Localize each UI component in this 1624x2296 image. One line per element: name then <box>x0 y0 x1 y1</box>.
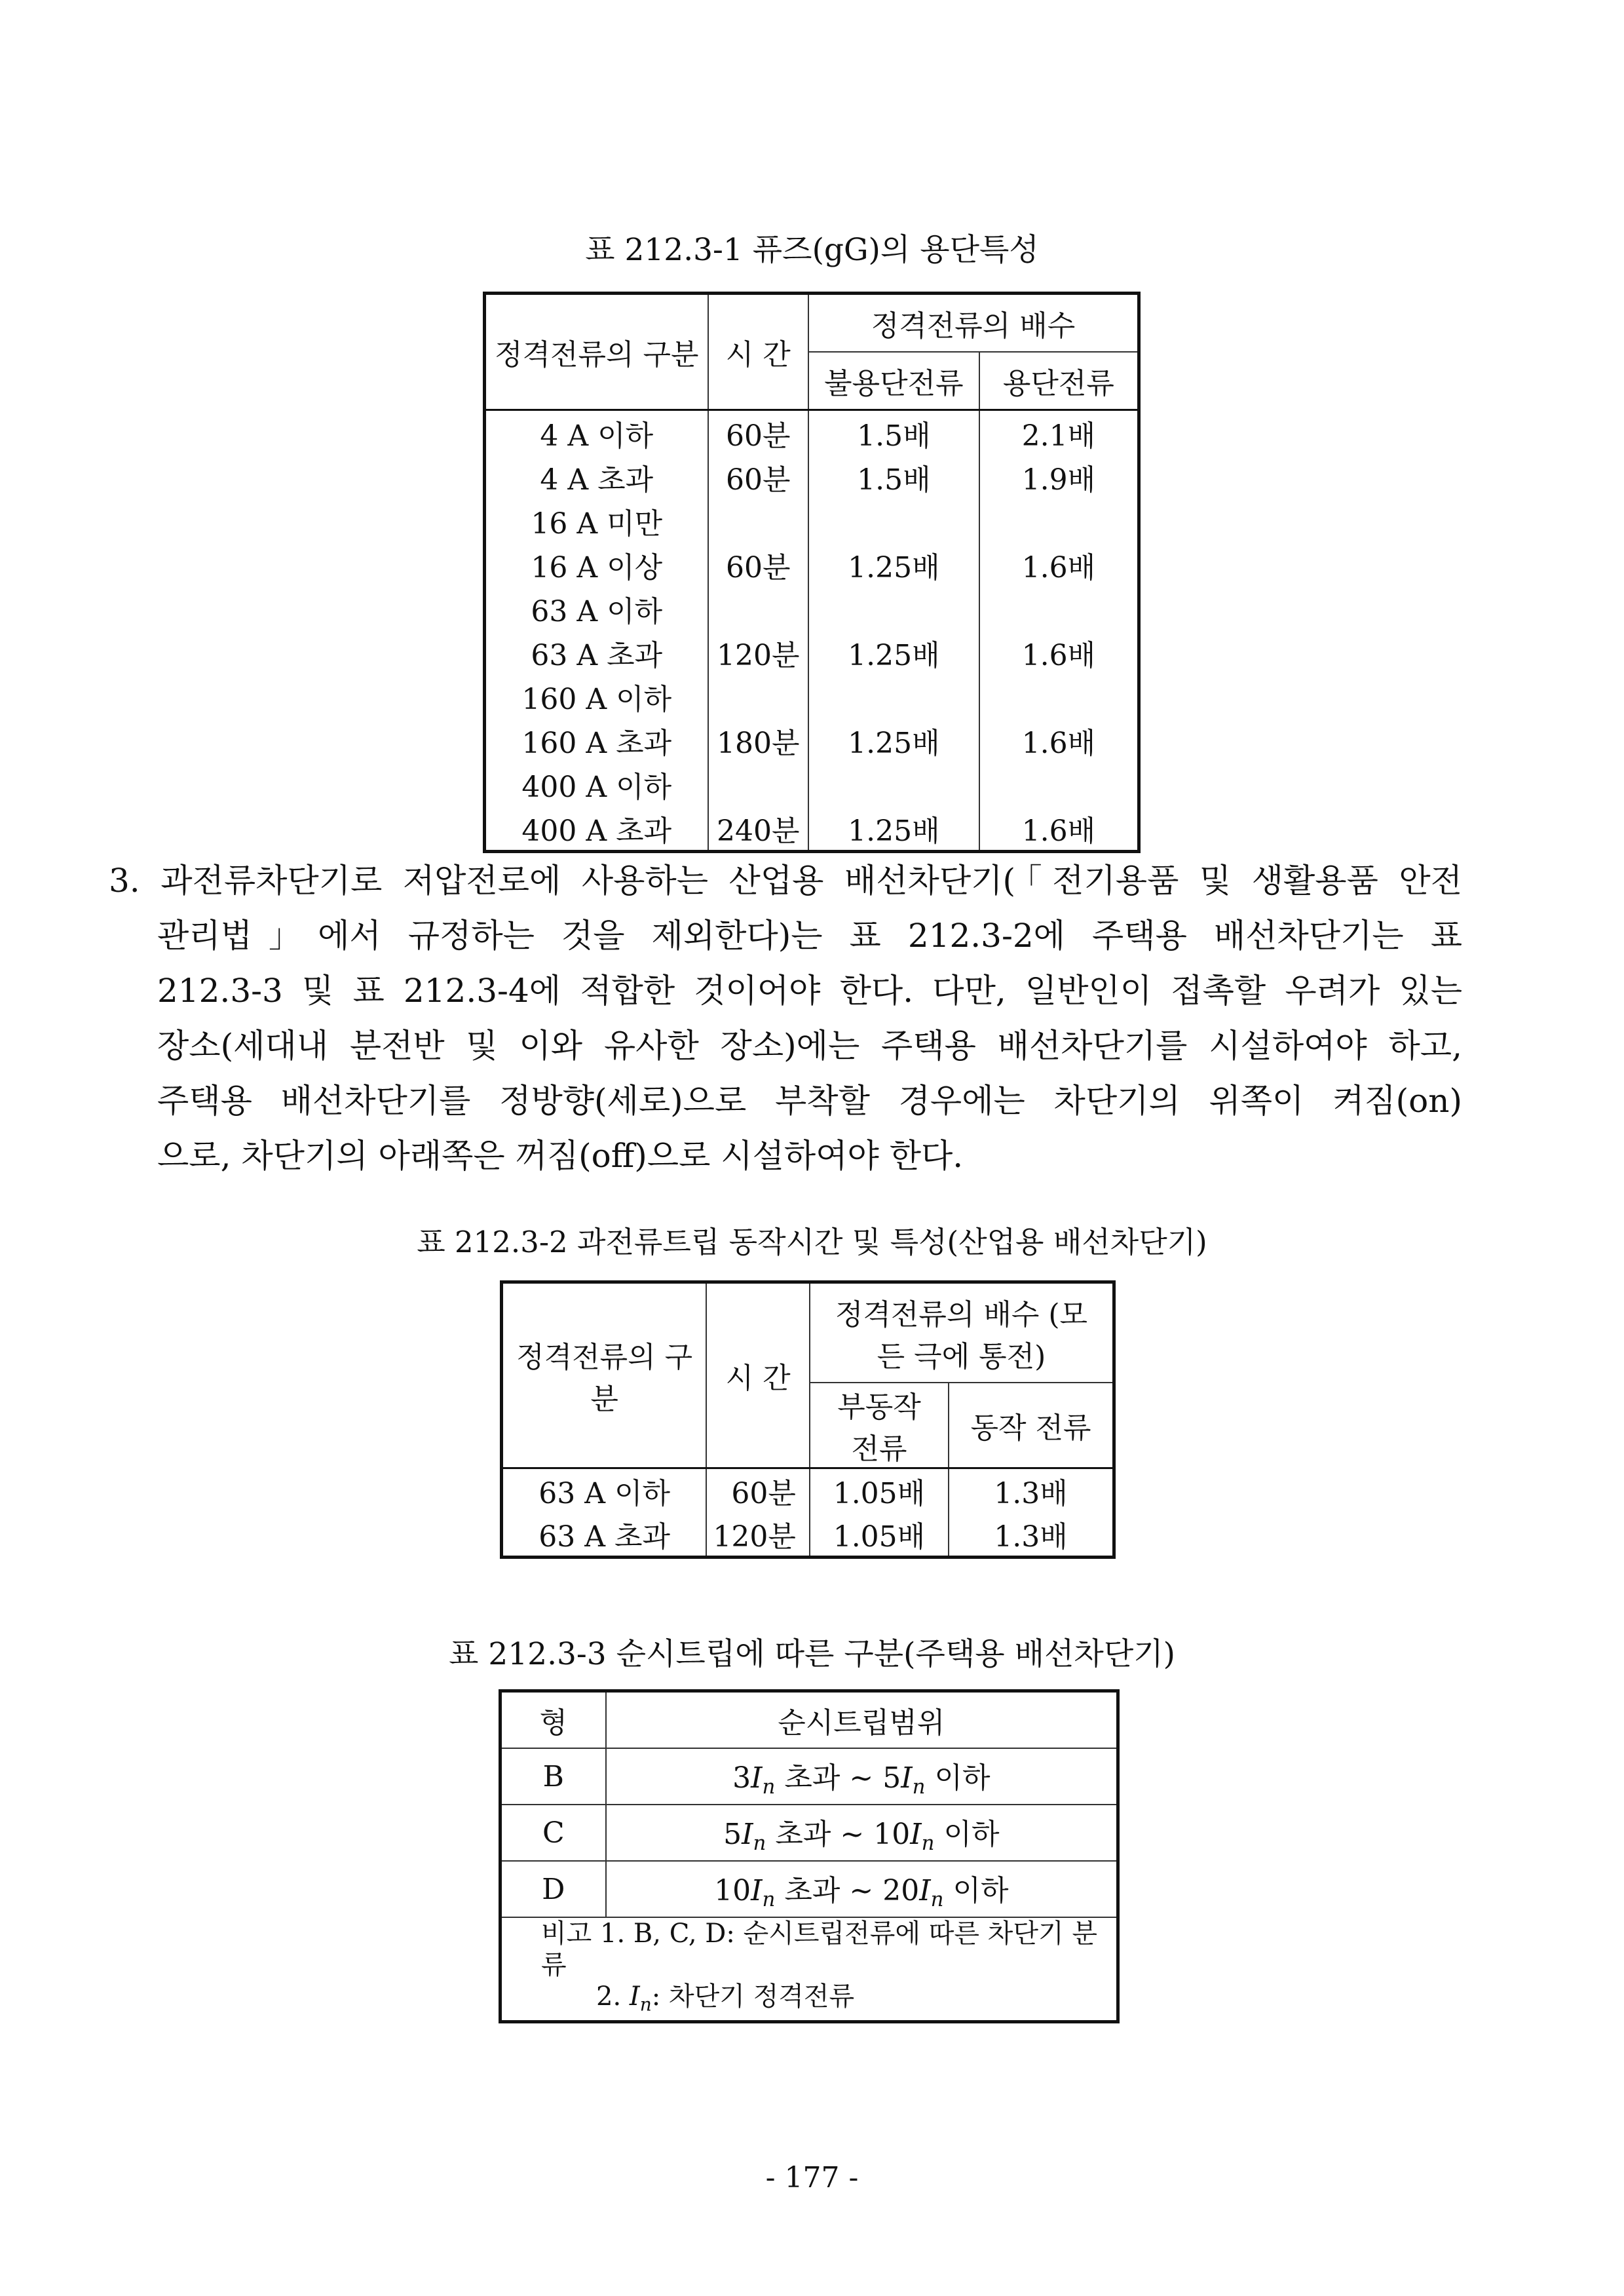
cell-type: C <box>500 1805 606 1861</box>
cell-rated: 400 A 초과 <box>485 806 708 852</box>
header-rated-current: 정격전류의 구분 <box>485 294 708 410</box>
paragraph-line: 으로, 차단기의 아래쪽은 꺼짐(off)으로 시설하여야 한다. <box>157 1137 964 1175</box>
current-symbol: I <box>629 1981 640 2012</box>
table2-caption: 표 212.3-2 과전류트립 동작시간 및 특성(산업용 배선차단기) <box>417 1225 1207 1259</box>
cell-rated: 16 A 미만 <box>485 499 708 543</box>
cell-non-fusing <box>808 674 979 718</box>
cell-rated: 63 A 초과 <box>485 630 708 674</box>
cell-time <box>708 586 808 630</box>
cell-time: 60분 <box>708 410 808 455</box>
range-under: 이하 <box>925 1761 991 1795</box>
cell-time <box>708 499 808 543</box>
cell-non-fusing: 1.25배 <box>808 806 979 852</box>
overcurrent-trip-table <box>500 1280 1116 1559</box>
cell-type: D <box>500 1861 606 1917</box>
cell-non-fusing <box>808 762 979 806</box>
current-symbol: I <box>742 1817 753 1851</box>
cell-range <box>606 1748 1118 1805</box>
table-row <box>502 1468 1114 1513</box>
cell-time: 60분 <box>708 455 808 499</box>
note-1: 비고 1. B, C, D: 순시트립전류에 따른 차단기 분류 <box>541 1919 1098 1980</box>
cell-non-fusing <box>808 586 979 630</box>
table-row <box>500 1748 1118 1805</box>
cell-time: 240분 <box>708 806 808 852</box>
range-high: 20 <box>882 1873 920 1907</box>
current-symbol: I <box>910 1817 922 1851</box>
header-non-fusing: 불용단전류 <box>808 352 979 410</box>
cell-non-fusing: 1.25배 <box>808 718 979 762</box>
current-subscript: n <box>762 1888 776 1912</box>
cell-rated: 400 A 이하 <box>485 762 708 806</box>
header-fusing: 용단전류 <box>979 352 1139 410</box>
range-low: 10 <box>714 1873 751 1907</box>
note-2-text: : 차단기 정격전류 <box>651 1981 855 2012</box>
instant-trip-table <box>499 1689 1120 2023</box>
cell-non-fusing: 1.5배 <box>808 455 979 499</box>
cell-rated: 4 A 이하 <box>485 410 708 455</box>
header-type: 형 <box>500 1691 606 1749</box>
table-row <box>485 586 1139 630</box>
cell-rated: 160 A 이하 <box>485 674 708 718</box>
current-subscript: n <box>930 1888 944 1912</box>
range-high: 5 <box>882 1761 901 1795</box>
table-row <box>485 674 1139 718</box>
range-over: 초과 ~ <box>766 1817 874 1851</box>
table-row <box>485 762 1139 806</box>
range-over: 초과 ~ <box>775 1761 883 1795</box>
table-row <box>485 806 1139 852</box>
range-low: 5 <box>723 1817 742 1851</box>
range-under: 이하 <box>934 1817 1000 1851</box>
note-2-prefix: 2. <box>596 1981 622 2012</box>
cell-fusing: 2.1배 <box>979 410 1139 455</box>
page-number: - 177 - <box>765 2161 859 2194</box>
cell-time <box>708 674 808 718</box>
cell-fusing <box>979 499 1139 543</box>
header-operating: 동작 전류 <box>949 1383 1114 1468</box>
table3-caption: 표 212.3-3 순시트립에 따른 구분(주택용 배선차단기) <box>449 1636 1175 1672</box>
table-row <box>485 410 1139 455</box>
range-under: 이하 <box>943 1873 1009 1907</box>
current-subscript: n <box>762 1775 776 1799</box>
cell-operating: 1.3배 <box>949 1512 1114 1558</box>
cell-time: 120분 <box>706 1512 810 1558</box>
table-row <box>500 1805 1118 1861</box>
cell-fusing: 1.6배 <box>979 630 1139 674</box>
cell-non-fusing <box>808 499 979 543</box>
cell-rated: 63 A 초과 <box>502 1512 707 1558</box>
cell-non-fusing: 1.5배 <box>808 410 979 455</box>
cell-time <box>708 762 808 806</box>
cell-fusing <box>979 674 1139 718</box>
cell-time: 60분 <box>708 543 808 586</box>
cell-fusing <box>979 762 1139 806</box>
table-row <box>485 718 1139 762</box>
table-row <box>500 1861 1118 1917</box>
cell-rated: 4 A 초과 <box>485 455 708 499</box>
paragraph-line: 3. 과전류차단기로 저압전로에 사용하는 산업용 배선차단기(「전기용품 및 생활용품 안전 <box>109 862 1462 900</box>
cell-non-operating: 1.05배 <box>810 1468 949 1513</box>
current-symbol: I <box>751 1761 763 1795</box>
fuse-characteristics-table <box>483 292 1141 853</box>
header-time: 시 간 <box>708 294 808 410</box>
paragraph-line: 장소(세대내 분전반 및 이와 유사한 장소)에는 주택용 배선차단기를 시설하여야 하고, <box>157 1027 1462 1065</box>
header-multiple: 정격전류의 배수 <box>808 294 1139 353</box>
header-non-operating: 부동작 전류 <box>810 1383 949 1468</box>
cell-non-operating: 1.05배 <box>810 1512 949 1558</box>
cell-rated: 63 A 이하 <box>485 586 708 630</box>
current-subscript: n <box>912 1775 926 1799</box>
header-time: 시 간 <box>706 1282 810 1468</box>
current-subscript: n <box>639 1993 652 2016</box>
cell-rated: 160 A 초과 <box>485 718 708 762</box>
current-subscript: n <box>921 1831 935 1856</box>
cell-time: 120분 <box>708 630 808 674</box>
table1-caption: 표 212.3-1 퓨즈(gG)의 용단특성 <box>585 232 1039 268</box>
cell-fusing: 1.6배 <box>979 543 1139 586</box>
current-symbol: I <box>751 1873 763 1907</box>
paragraph-3 <box>109 853 1462 1183</box>
cell-fusing: 1.6배 <box>979 806 1139 852</box>
table-row <box>502 1512 1114 1558</box>
note-2 <box>541 1981 1116 2020</box>
header-multiple: 정격전류의 배수 (모든 극에 통전) <box>810 1282 1114 1383</box>
table-notes <box>500 1917 1118 2022</box>
cell-rated: 16 A 이상 <box>485 543 708 586</box>
table-row <box>485 455 1139 499</box>
cell-non-fusing: 1.25배 <box>808 630 979 674</box>
cell-time: 60분 <box>706 1468 810 1513</box>
cell-rated: 63 A 이하 <box>502 1468 707 1513</box>
cell-fusing: 1.6배 <box>979 718 1139 762</box>
paragraph-line: 관리법」에서 규정하는 것을 제외한다)는 표 212.3-2에 주택용 배선차단기는 표 <box>157 917 1462 955</box>
range-low: 3 <box>732 1761 751 1795</box>
cell-time: 180분 <box>708 718 808 762</box>
current-subscript: n <box>753 1831 766 1856</box>
cell-fusing <box>979 586 1139 630</box>
range-high: 10 <box>873 1817 911 1851</box>
cell-operating: 1.3배 <box>949 1468 1114 1513</box>
paragraph-line: 주택용 배선차단기를 정방향(세로)으로 부착할 경우에는 차단기의 위쪽이 켜짐(on) <box>157 1082 1462 1120</box>
cell-type: B <box>500 1748 606 1805</box>
table-row <box>485 543 1139 586</box>
header-rated-current: 정격전류의 구분 <box>502 1282 707 1468</box>
header-range: 순시트립범위 <box>606 1691 1118 1749</box>
cell-range <box>606 1861 1118 1917</box>
cell-range <box>606 1805 1118 1861</box>
range-over: 초과 ~ <box>775 1873 883 1907</box>
cell-fusing: 1.9배 <box>979 455 1139 499</box>
current-symbol: I <box>901 1761 913 1795</box>
table-row <box>485 630 1139 674</box>
paragraph-line: 212.3-3 및 표 212.3-4에 적합한 것이어야 한다. 다만, 일반인이 접촉할 우려가 있는 <box>157 972 1462 1010</box>
cell-non-fusing: 1.25배 <box>808 543 979 586</box>
table-row <box>485 499 1139 543</box>
current-symbol: I <box>919 1873 931 1907</box>
